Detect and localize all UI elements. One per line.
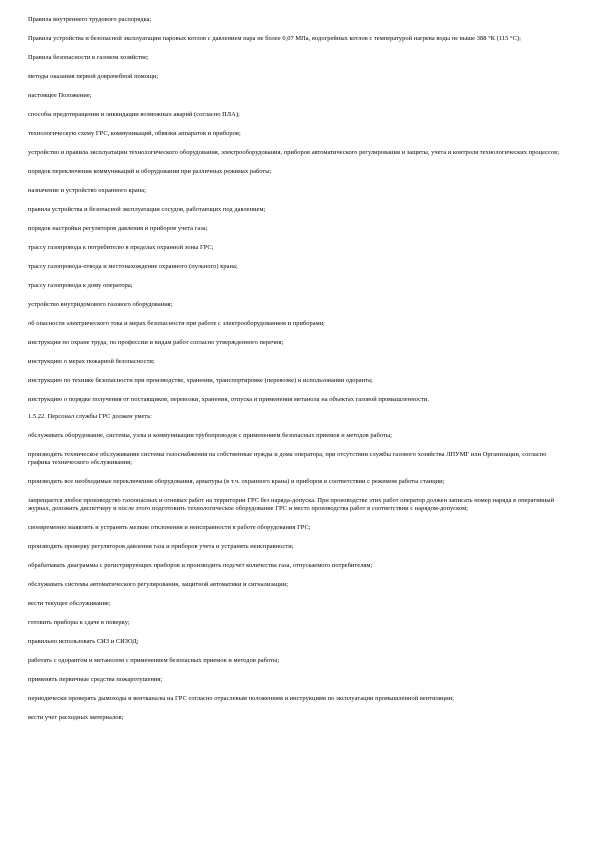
- paragraph: производить проверку регуляторов давления газа и приборов учета и устранять неисправности;: [28, 543, 294, 550]
- paragraph: работать с одорантом и метанолом с применением безопасных приемов и методов работы;: [28, 657, 280, 664]
- paragraph: обрабатывать диаграммы с регистрирующих приборов и производить подсчет количества газа, отпускаемого потребителям;: [28, 562, 373, 569]
- paragraph: правила устройства и безопасной эксплуатации сосудов, работающих под давлением;: [28, 206, 266, 213]
- paragraph: обслуживать оборудование, системы, узлы и коммуникации трубопроводов с применением безопасных приемов и методов работы;: [28, 432, 393, 439]
- paragraph: правильно использовать СИЗ и СИЗОД;: [28, 638, 139, 645]
- paragraph: производить все необходимые переключения оборудования, арматуры (в т.ч. охранного крана) и приборов в соответствии с режимом работы станции;: [28, 478, 445, 485]
- paragraph: готовить приборы к сдаче в поверку;: [28, 619, 130, 626]
- paragraph: об опасности электрического тока и мерах безопасности при работе с электрооборудованием и приборами;: [28, 320, 326, 327]
- paragraph: трассу газопровода-отвода и местонахождение охранного (пульного) крана;: [28, 263, 238, 270]
- paragraph: порядок переключения коммуникаций и оборудования при различных режимах работы;: [28, 168, 272, 175]
- paragraph: производить техническое обслуживание системы газоснабжения на собственные нужды и дома оператора, при отсутствии службы газового хозяйства ЛПУМГ или Организации, согласно графика технического обслуживания;: [28, 451, 547, 466]
- paragraph: Правила внутреннего трудового распорядка;: [28, 16, 152, 23]
- paragraph: назначение и устройство охранного крана;: [28, 187, 146, 194]
- section-heading: 1.5.22. Персонал службы ГРС должен уметь:: [28, 413, 153, 420]
- paragraph: инструкцию о мерах пожарной безопасности;: [28, 358, 155, 365]
- paragraph: вести учет расходных материалов;: [28, 714, 124, 721]
- paragraph: устройство и правила эксплуатации технологического оборудования, электрооборудования, приборов автоматического регулирования и защиты, учета и контроля технологических процессов;: [28, 149, 560, 156]
- paragraph: настоящее Положение;: [28, 92, 92, 99]
- paragraph: своевременно выявлять и устранять мелкие отклонения и неисправности в работе оборудования ГРС;: [28, 524, 311, 531]
- paragraph: методы оказания первой доврачебной помощи;: [28, 73, 159, 80]
- paragraph: технологическую схему ГРС, коммуникаций, обвязки аппаратов и приборов;: [28, 130, 241, 137]
- paragraph: Правила безопасности в газовом хозяйстве;: [28, 54, 149, 61]
- paragraph: Правила устройства и безопасной эксплуатации паровых котлов с давлением пара не более 0,07 МПа, водогрейных котлов с температурой нагрева воды не выше 388 °К (115 °С);: [28, 35, 521, 42]
- paragraph: инструкции по охране труда, по профессии и видам работ согласно утвержденного перечня;: [28, 339, 284, 346]
- paragraph: инструкцию по технике безопасности при производстве, хранении, транспортировке (перевозке) и использовании одоранта;: [28, 377, 373, 384]
- paragraph: запрещается любое производство газоопасных и огневых работ на территории ГРС без наряда-допуска. При производстве этих работ оператор должен записать номер наряда в оперативный журнал, доложить диспетчеру и после этого подготовить технологическое оборудование ГРС и место производства работ в соответствии с нарядом-допуском;: [28, 497, 555, 512]
- paragraph: обслуживать системы автоматического регулирования, защитной автоматики и сигнализации;: [28, 581, 289, 588]
- paragraph: устройство внутридомового газового оборудования;: [28, 301, 173, 308]
- paragraph: периодически проверять дымоходы и вентканалы на ГРС согласно отраслевым положениям и инструкциям по эксплуатации промышленной вентиляции;: [28, 695, 454, 702]
- paragraph: трассу газопровода к дому оператора;: [28, 282, 133, 289]
- paragraph: трассу газопровода к потребителю в пределах охранной зоны ГРС;: [28, 244, 214, 251]
- paragraph: инструкцию о порядке получения от поставщиков, перевозки, хранения, отпуска и применения метанола на объектах газовой промышленности.: [28, 396, 429, 403]
- paragraph: порядок настройки регуляторов давления и приборов учета газа;: [28, 225, 208, 232]
- paragraph: способы предотвращения и ликвидации возможных аварий (согласно ПЛА);: [28, 111, 240, 118]
- paragraph: применять первичные средства пожаротушения;: [28, 676, 163, 683]
- paragraph: вести текущее обслуживание;: [28, 600, 111, 607]
